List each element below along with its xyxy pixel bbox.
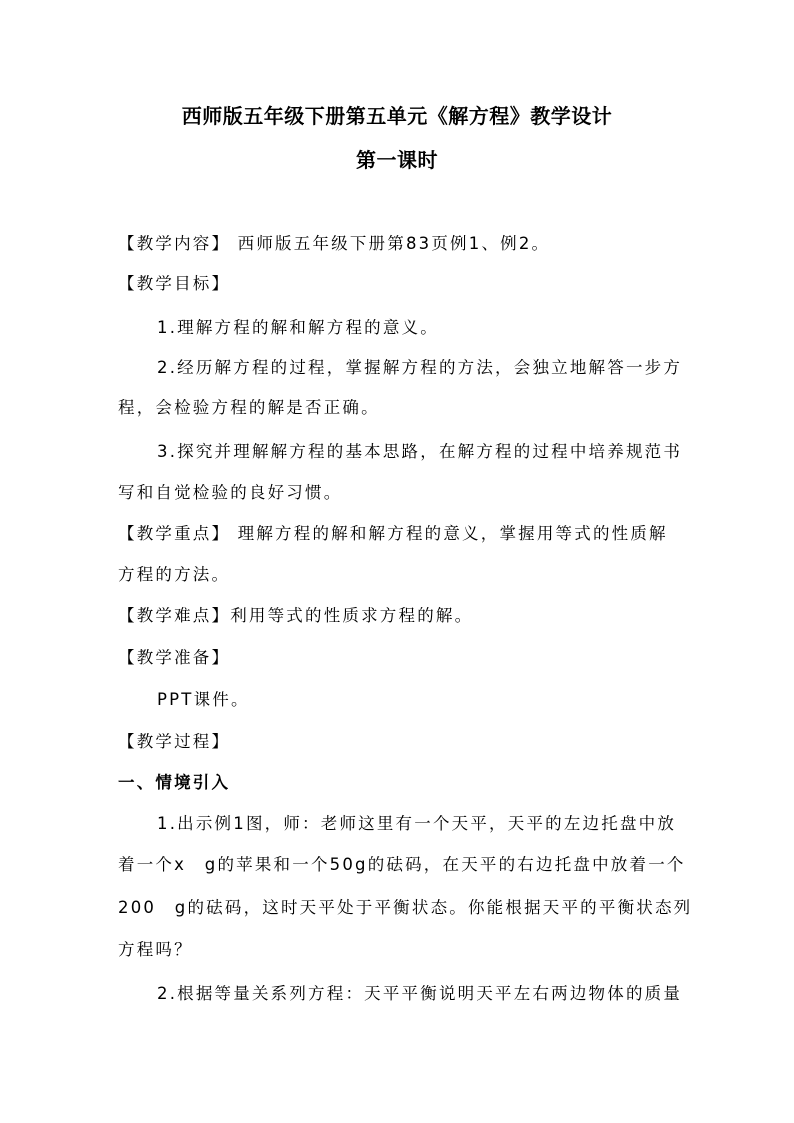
document-title: 西师版五年级下册第五单元《解方程》教学设计	[181, 104, 613, 128]
key-points-line-2: 方程的方法。	[118, 565, 231, 584]
teaching-goals-heading: 【教学目标】	[118, 274, 231, 293]
preparation-item: PPT课件。	[157, 690, 250, 709]
preparation-heading: 【教学准备】	[118, 648, 231, 667]
intro-step-2-line-1: 2.根据等量关系列方程：天平平衡说明天平左右两边物体的质量	[157, 984, 683, 1003]
goal-2-line-2: 程，会检验方程的解是否正确。	[118, 398, 380, 417]
document-subtitle: 第一课时	[356, 148, 438, 172]
goal-3-line-2: 写和自觉检验的良好习惯。	[118, 483, 343, 502]
key-points-line-1: 【教学重点】 理解方程的解和解方程的意义，掌握用等式的性质解	[118, 524, 668, 543]
teaching-content-line: 【教学内容】 西师版五年级下册第83页例1、例2。	[118, 234, 551, 253]
intro-step-1-line-4: 方程吗？	[118, 940, 193, 959]
intro-step-1-line-1: 1.出示例1图，师：老师这里有一个天平，天平的左边托盘中放	[157, 814, 677, 833]
goal-3-line-1: 3.探究并理解解方程的基本思路，在解方程的过程中培养规范书	[157, 442, 683, 461]
process-heading: 【教学过程】	[118, 732, 231, 751]
difficulty-line: 【教学难点】利用等式的性质求方程的解。	[118, 606, 474, 625]
goal-2-line-1: 2.经历解方程的过程，掌握解方程的方法，会独立地解答一步方	[157, 358, 683, 377]
intro-step-1-line-2: 着一个x g的苹果和一个50g的砝码，在天平的右边托盘中放着一个	[118, 855, 686, 874]
goal-1: 1.理解方程的解和解方程的意义。	[157, 318, 439, 337]
section-heading-intro: 一、情境引入	[118, 773, 231, 792]
intro-step-1-line-3: 200 g的砝码，这时天平处于平衡状态。你能根据天平的平衡状态列	[118, 898, 693, 917]
